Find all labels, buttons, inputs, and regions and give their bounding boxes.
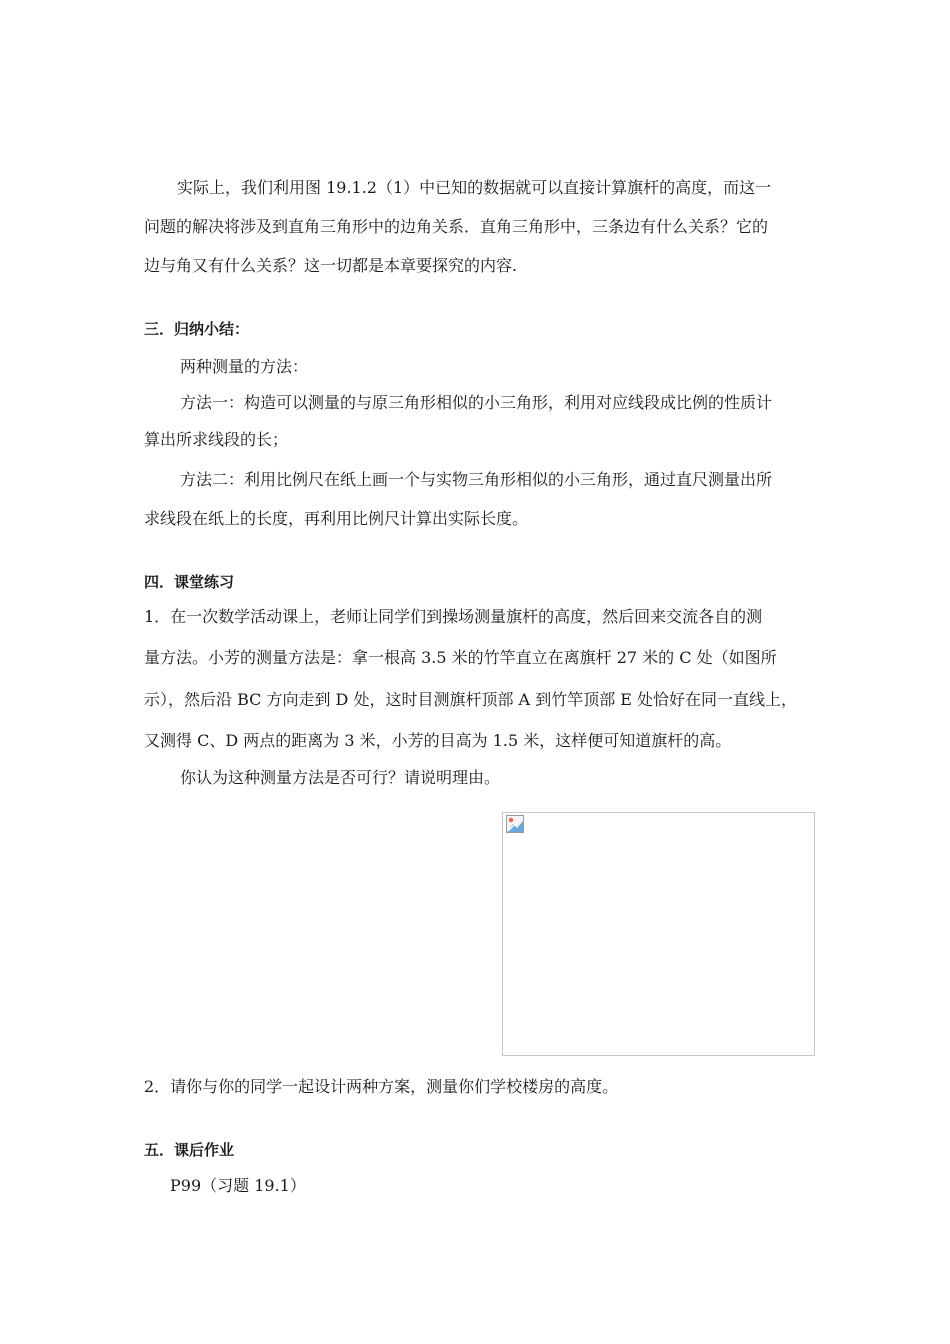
question-1-line-2: 量方法。小芳的测量方法是：拿一根高 3.5 米的竹竿直立在离旗杆 27 米的 C 处（如图所 <box>144 648 777 667</box>
question-1-line-1: 1．在一次数学活动课上，老师让同学们到操场测量旗杆的高度，然后回来交流各自的测 <box>144 607 763 626</box>
homework-heading: 五．课后作业 <box>144 1141 235 1159</box>
question-1-line-4: 又测得 C、D 两点的距离为 3 米，小芳的目高为 1.5 米，这样便可知道旗杆的高。 <box>144 731 732 750</box>
summary-subtitle: 两种测量的方法： <box>180 357 309 376</box>
homework-content: P99（习题 19.1） <box>170 1176 306 1195</box>
broken-image-icon <box>506 815 524 833</box>
summary-heading: 三．归纳小结： <box>144 320 250 338</box>
question-1-prompt: 你认为这种测量方法是否可行？请说明理由。 <box>180 768 501 787</box>
intro-line-2: 问题的解决将涉及到直角三角形中的边角关系．直角三角形中，三条边有什么关系？它的 <box>144 217 769 236</box>
intro-line-3: 边与角又有什么关系？这一切都是本章要探究的内容. <box>144 256 518 275</box>
method-1-line-2: 算出所求线段的长； <box>144 430 289 449</box>
question-1-figure <box>502 812 815 1056</box>
question-2: 2．请你与你的同学一起设计两种方案，测量你们学校楼房的高度。 <box>144 1077 619 1096</box>
intro-line-1: 实际上，我们利用图 19.1.2（1）中已知的数据就可以直接计算旗杆的高度，而这一 <box>177 178 772 197</box>
method-1-line-1: 方法一：构造可以测量的与原三角形相似的小三角形，利用对应线段成比例的性质计 <box>180 393 773 412</box>
practice-heading: 四．课堂练习 <box>144 573 235 591</box>
method-2-line-1: 方法二：利用比例尺在纸上画一个与实物三角形相似的小三角形，通过直尺测量出所 <box>180 470 773 489</box>
method-2-line-2: 求线段在纸上的长度，再利用比例尺计算出实际长度。 <box>144 509 529 528</box>
question-1-line-3: 示），然后沿 BC 方向走到 D 处，这时目测旗杆顶部 A 到竹竿顶部 E 处恰好在同一直线上， <box>144 690 798 709</box>
